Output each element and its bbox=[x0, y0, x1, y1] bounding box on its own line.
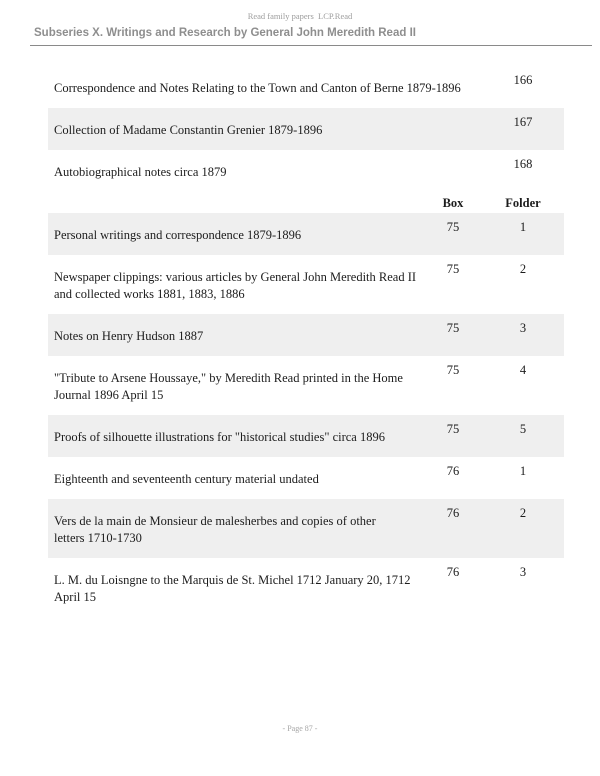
item-description bbox=[48, 415, 424, 457]
item-box-number: 75 bbox=[446, 363, 460, 377]
item-box-number bbox=[424, 150, 482, 192]
item-folder-number: 4 bbox=[519, 363, 527, 377]
item-box-number: 76 bbox=[446, 506, 460, 520]
column-header-box: Box bbox=[442, 196, 464, 210]
description-line: Notes on Henry Hudson 1887 bbox=[54, 329, 204, 343]
item-box-number: 75 bbox=[446, 220, 460, 234]
table-row bbox=[48, 558, 564, 617]
table-section-refs bbox=[48, 66, 564, 192]
table-row bbox=[48, 457, 564, 499]
subseries-title: Subseries X. Writings and Research by General John Meredith Read II bbox=[34, 27, 416, 39]
item-description bbox=[48, 66, 461, 108]
column-header-folder: Folder bbox=[505, 196, 541, 210]
description-line: L. M. du Loisngne to the Marquis de St. Michel 1712 January 20, 1712 bbox=[54, 573, 411, 587]
item-description bbox=[48, 356, 424, 415]
item-description bbox=[48, 150, 424, 192]
description-line: Correspondence and Notes Relating to the Town and Canton of Berne 1879-1896 bbox=[54, 81, 461, 95]
table-row bbox=[48, 150, 564, 192]
description-line: letters 1710-1730 bbox=[54, 531, 142, 545]
description-line: and collected works 1881, 1883, 1886 bbox=[54, 287, 245, 301]
column-header-spacer bbox=[48, 192, 424, 213]
table-row bbox=[48, 314, 564, 356]
item-box-number bbox=[424, 108, 482, 150]
item-box-number: 75 bbox=[446, 321, 460, 335]
table-row bbox=[48, 255, 564, 314]
item-folder-number: 2 bbox=[519, 262, 527, 276]
collection-header: Read family papers LCP.Read bbox=[247, 11, 353, 21]
table-column-header-row bbox=[48, 192, 564, 213]
table-row bbox=[48, 108, 564, 150]
description-line: Personal writings and correspondence 1879-1896 bbox=[54, 228, 302, 242]
table-row bbox=[48, 213, 564, 255]
description-line: Journal 1896 April 15 bbox=[54, 388, 164, 402]
description-line: Vers de la main de Monsieur de malesherbes and copies of other bbox=[54, 514, 376, 528]
item-folder-number: 166 bbox=[513, 73, 533, 87]
description-line: Autobiographical notes circa 1879 bbox=[54, 165, 227, 179]
item-box-number: 76 bbox=[446, 464, 460, 478]
item-description bbox=[48, 499, 424, 558]
table-row bbox=[48, 66, 564, 108]
item-folder-number: 1 bbox=[519, 220, 527, 234]
description-line: April 15 bbox=[54, 590, 97, 604]
item-description bbox=[48, 255, 424, 314]
item-folder-number: 3 bbox=[519, 565, 527, 579]
description-line: "Tribute to Arsene Houssaye," by Meredith Read printed in the Home bbox=[54, 371, 403, 385]
title-rule-divider bbox=[30, 45, 592, 46]
table-section-box-folder bbox=[48, 213, 564, 617]
item-box-number: 76 bbox=[446, 565, 460, 579]
description-line: Proofs of silhouette illustrations for "historical studies" circa 1896 bbox=[54, 430, 385, 444]
item-box-number: 75 bbox=[446, 262, 460, 276]
description-line: Collection of Madame Constantin Grenier 1879-1896 bbox=[54, 123, 323, 137]
item-folder-number: 3 bbox=[519, 321, 527, 335]
item-folder-number: 1 bbox=[519, 464, 527, 478]
item-box-number: 75 bbox=[446, 422, 460, 436]
description-line: Eighteenth and seventeenth century material undated bbox=[54, 472, 319, 486]
item-folder-number: 5 bbox=[519, 422, 527, 436]
table-row bbox=[48, 415, 564, 457]
item-description bbox=[48, 558, 424, 617]
description-line: Newspaper clippings: various articles by General John Meredith Read II bbox=[54, 270, 417, 284]
item-folder-number: 2 bbox=[519, 506, 527, 520]
item-folder-number: 167 bbox=[513, 115, 533, 129]
page-number: - Page 87 - bbox=[282, 724, 318, 733]
item-description bbox=[48, 213, 424, 255]
table-row bbox=[48, 499, 564, 558]
item-description bbox=[48, 457, 424, 499]
table-row bbox=[48, 356, 564, 415]
item-description bbox=[48, 314, 424, 356]
item-folder-number: 168 bbox=[513, 157, 533, 171]
container-list-table bbox=[48, 66, 564, 617]
item-box-number bbox=[424, 66, 482, 108]
item-description bbox=[48, 108, 424, 150]
